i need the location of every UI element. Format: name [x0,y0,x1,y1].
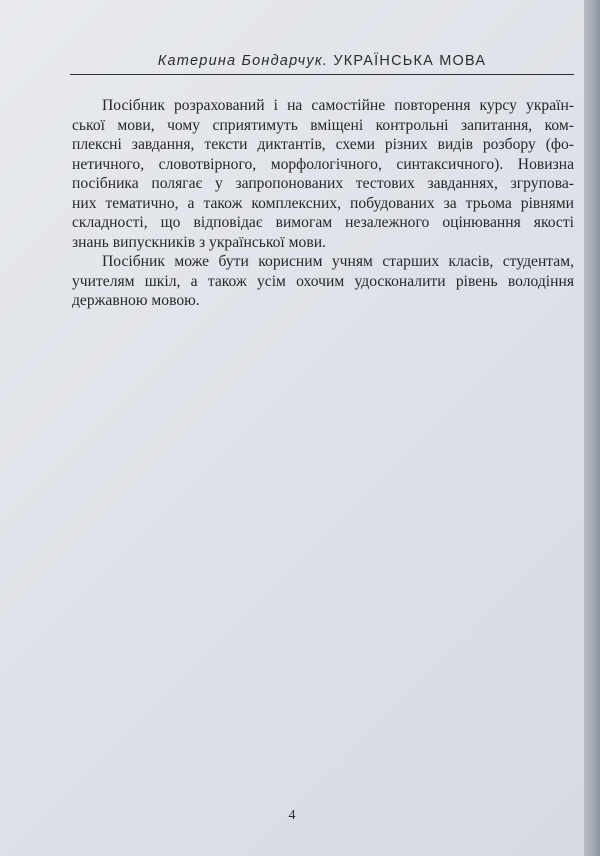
text-line: Посібник може бути корисним учням старших класів, студентам, [102,253,574,270]
text-line: нетичного, словотвірного, морфологічного, синтаксичного). Новизна [72,155,574,173]
header-title: УКРАЇНСЬКА МОВА [333,53,487,69]
text-line: знань випускників з української мови. [72,233,326,251]
text-line: учителям шкіл, а також усім охочим удосконалити рівень володіння [72,272,574,290]
page-edge [584,0,600,856]
page-number: 4 [288,808,296,823]
paragraph-1 [72,96,574,252]
text-line: посібника полягає у запропонованих тестових завданнях, згрупова- [72,175,574,192]
header-author: Катерина Бондарчук. [157,53,329,69]
paragraph-2 [72,252,574,311]
text-line: плексні завдання, тексти диктантів, схеми різних видів розбору (фо- [72,136,574,153]
text-line: складності, що відповідає вимогам незалежного оцінювання якості [72,214,574,231]
text-line: Посібник розрахований і на самостійне повторення курсу україн- [102,97,574,114]
text-line: них тематично, а також комплексних, побудованих за трьома рівнями [72,194,574,212]
text-line: ської мови, чому сприятимуть вміщені контрольні запитання, ком- [72,116,574,134]
text-line: державною мовою. [72,292,200,309]
running-header [70,50,574,75]
body-text [72,96,574,311]
